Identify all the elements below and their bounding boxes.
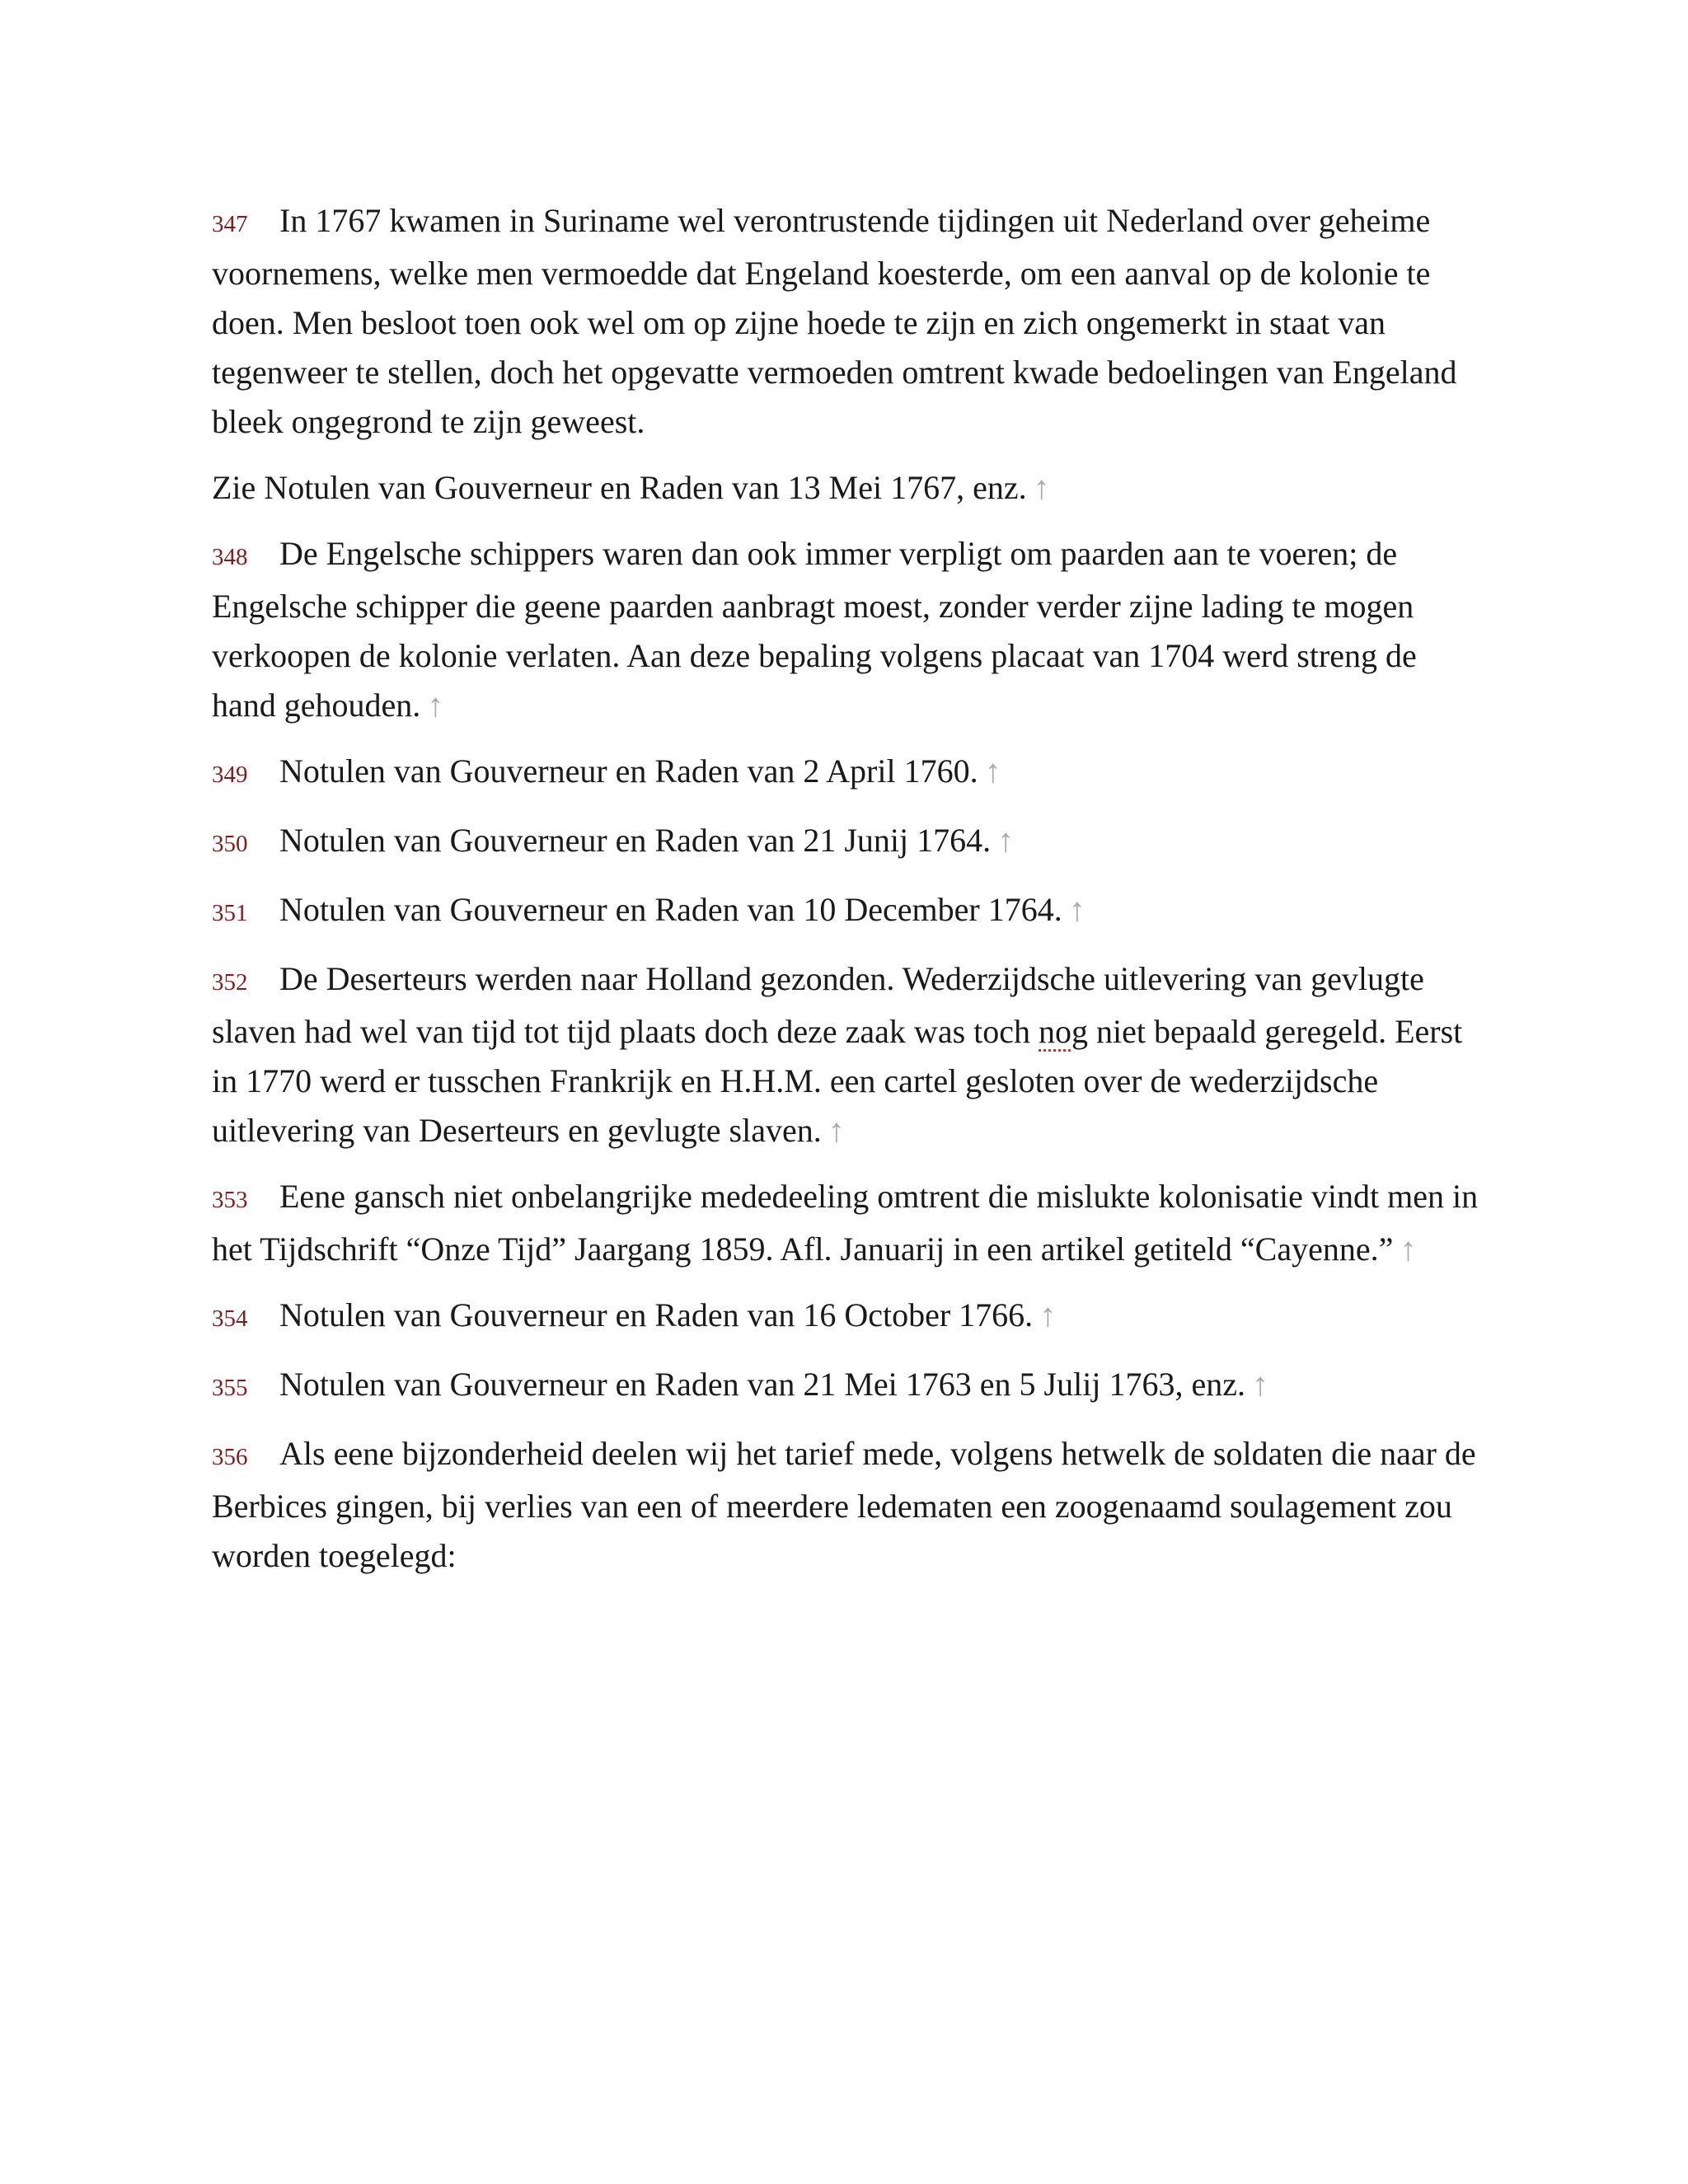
footnote-number[interactable]: 352 (212, 969, 248, 996)
footnote-text: Eene gansch niet onbelangrijke mededeeling omtrent die mislukte kolonisatie vindt men in het Tijdschrift “Onze Tijd” Jaargang 1859. Afl. Januarij in een artikel getiteld “Cayenne.” (212, 1178, 1479, 1268)
footnote-356 (212, 1429, 1481, 1581)
back-arrow-icon[interactable]: ↑ (427, 687, 444, 724)
footnote-351 (212, 885, 1481, 938)
footnote-number[interactable]: 348 (212, 544, 248, 570)
footnote-text: Notulen van Gouverneur en Raden van 21 Mei 1763 en 5 Julij 1763, enz. (279, 1366, 1245, 1403)
footnote-text: Notulen van Gouverneur en Raden van 16 October 1766. (279, 1296, 1034, 1333)
footnote-352 (212, 954, 1481, 1155)
back-arrow-icon[interactable]: ↑ (1039, 1296, 1057, 1333)
footnote-text: Notulen van Gouverneur en Raden van 10 December 1764. (279, 891, 1062, 928)
footnote-348 (212, 529, 1481, 730)
footnote-text: De Engelsche schippers waren dan ook immer verpligt om paarden aan te voeren; de Engelsche schipper die geene paarden aanbragt moest, zonder verder zijne lading te mogen verkoopen de kolonie verlaten. Aan deze bepaling volgens placaat van 1704 werd streng de hand gehouden. (212, 535, 1417, 724)
footnote-349 (212, 747, 1481, 799)
footnote-354 (212, 1291, 1481, 1343)
back-arrow-icon[interactable]: ↑ (1068, 891, 1085, 928)
footnote-347-reference (212, 463, 1481, 513)
back-arrow-icon[interactable]: ↑ (1033, 469, 1050, 506)
footnote-number[interactable]: 351 (212, 900, 248, 926)
footnote-text: In 1767 kwamen in Suriname wel verontrustende tijdingen uit Nederland over geheime voornemens, welke men vermoedde dat Engeland koesterde, om een aanval op de kolonie te doen. Men besloot toen ook wel om op zijne hoede te zijn en zich ongemerkt in staat van tegenweer te stellen, doch het opgevatte vermoeden omtrent kwade bedoelingen van Engeland bleek ongegrond te zijn geweest. (212, 202, 1457, 440)
back-arrow-icon[interactable]: ↑ (997, 822, 1015, 859)
footnote-text: Notulen van Gouverneur en Raden van 2 April 1760. (279, 752, 978, 790)
footnote-353 (212, 1172, 1481, 1274)
footnote-text: Als eene bijzonderheid deelen wij het tarief mede, volgens hetwelk de soldaten die naar de Berbices gingen, bij verlies van een of meerdere ledematen een zoogenaamd soulagement zou worden toegelegd: (212, 1435, 1476, 1574)
footnote-text: niet bepaald geregeld. Eerst in 1770 werd er tusschen Frankrijk en H.H.M. een cartel gesloten over de wederzijdsche uitlevering van Deserteurs en gevlugte slaven. (212, 1013, 1463, 1149)
footnote-347 (212, 196, 1481, 447)
sic-marked-word: nog (1039, 1013, 1089, 1050)
footnote-number[interactable]: 349 (212, 762, 248, 788)
footnote-number[interactable]: 355 (212, 1375, 248, 1401)
back-arrow-icon[interactable]: ↑ (1400, 1230, 1417, 1268)
footnote-text: De Deserteurs werden naar Holland gezonden. Wederzijdsche uitlevering van gevlugte slaven had wel van tijd tot tijd plaats doch deze zaak was toch (212, 960, 1424, 1050)
footnote-355 (212, 1360, 1481, 1413)
back-arrow-icon[interactable]: ↑ (984, 752, 1001, 790)
footnote-text: Zie Notulen van Gouverneur en Raden van 13 Mei 1767, enz. (212, 469, 1027, 506)
back-arrow-icon[interactable]: ↑ (828, 1112, 845, 1149)
footnote-text: Notulen van Gouverneur en Raden van 21 Junij 1764. (279, 822, 992, 859)
back-arrow-icon[interactable]: ↑ (1251, 1366, 1268, 1403)
footnote-number[interactable]: 353 (212, 1187, 248, 1213)
footnote-number[interactable]: 347 (212, 211, 248, 237)
footnotes-page (212, 196, 1481, 1597)
footnote-number[interactable]: 350 (212, 831, 248, 857)
footnote-number[interactable]: 356 (212, 1444, 248, 1470)
footnote-350 (212, 816, 1481, 869)
footnote-number[interactable]: 354 (212, 1305, 248, 1332)
